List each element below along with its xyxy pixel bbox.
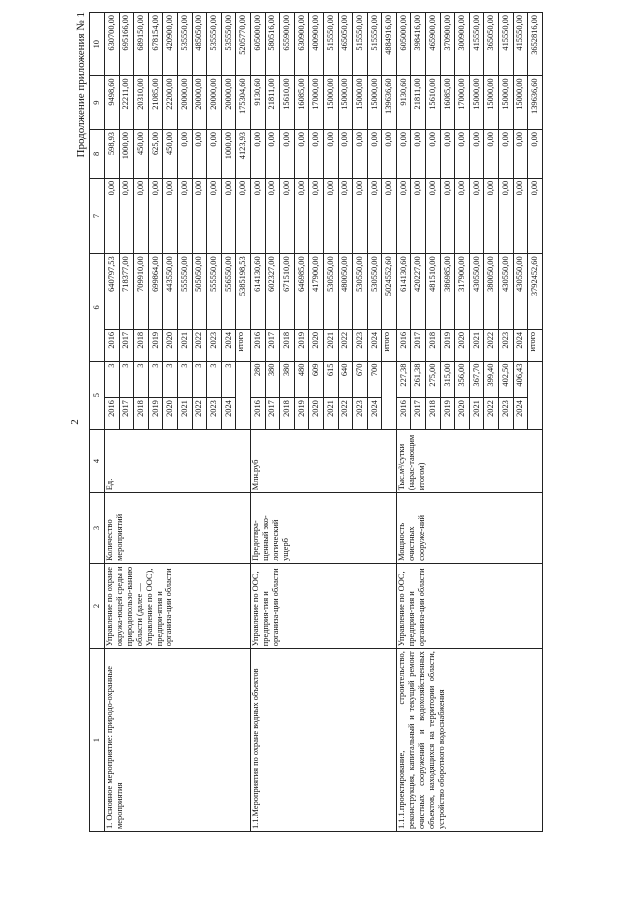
table-cell: 315,00 xyxy=(440,361,455,398)
table-cell: 481510,00 xyxy=(426,254,441,330)
table-cell: 0,00 xyxy=(221,178,236,254)
table-cell: 0,00 xyxy=(440,178,455,254)
table-cell: 0,00 xyxy=(163,178,178,254)
table-cell: 430550,00 xyxy=(469,254,484,330)
table-cell: 2017 xyxy=(265,398,280,430)
table-cell: 0,00 xyxy=(367,178,382,254)
column-number-row xyxy=(90,13,105,832)
table-cell: 709910,00 xyxy=(134,254,149,330)
table-cell: 2020 xyxy=(455,398,470,430)
table-cell: 20000,00 xyxy=(177,76,192,130)
table-cell: 605000,00 xyxy=(396,13,411,76)
table-cell: 2017 xyxy=(119,398,134,430)
table-cell: 2017 xyxy=(411,329,426,361)
total-cell: 139636,60 xyxy=(528,76,543,130)
table-cell: 598,93 xyxy=(105,130,120,179)
table-cell: 630900,00 xyxy=(294,13,309,76)
table-cell: 0,00 xyxy=(148,178,163,254)
section-col3: Предотвра-щенный эко-логический ущерб xyxy=(250,493,396,564)
table-cell: 699864,00 xyxy=(148,254,163,330)
table-cell: 515550,00 xyxy=(353,13,368,76)
table-cell: 15000,00 xyxy=(513,76,528,130)
table-cell: 2021 xyxy=(323,398,338,430)
total-label: итого xyxy=(236,329,251,361)
table-cell: 0,00 xyxy=(177,130,192,179)
total-cell: 4123,93 xyxy=(236,130,251,179)
table-cell: 370900,00 xyxy=(440,13,455,76)
table-cell: 0,00 xyxy=(265,130,280,179)
total-cell: 3792452,60 xyxy=(528,254,543,330)
blank-cell xyxy=(382,361,397,429)
col-num-4: 4 xyxy=(90,429,105,492)
table-cell: 3 xyxy=(177,361,192,398)
table-cell: 0,00 xyxy=(469,130,484,179)
table-cell: 2016 xyxy=(396,398,411,430)
table-cell: 2021 xyxy=(177,398,192,430)
table-cell: 2019 xyxy=(440,329,455,361)
col-num-6: 6 xyxy=(90,254,105,361)
col-num-2: 2 xyxy=(90,563,105,648)
table-cell: 9130,60 xyxy=(396,76,411,130)
table-cell: 15000,00 xyxy=(353,76,368,130)
table-cell: 2020 xyxy=(309,398,324,430)
table-cell: 2023 xyxy=(499,329,514,361)
table-cell: 2020 xyxy=(163,329,178,361)
table-cell: 2019 xyxy=(148,329,163,361)
table-cell: 505050,00 xyxy=(192,254,207,330)
table-cell: 2019 xyxy=(148,398,163,430)
table-cell: 0,00 xyxy=(499,178,514,254)
section-col4: Ед. xyxy=(105,429,251,492)
table-cell: 22211,00 xyxy=(119,76,134,130)
table-cell: 0,00 xyxy=(250,130,265,179)
table-cell: 0,00 xyxy=(513,178,528,254)
table-cell: 602327,00 xyxy=(265,254,280,330)
col-num-1: 1 xyxy=(90,649,105,832)
total-cell: 139636,60 xyxy=(382,76,397,130)
table-row xyxy=(396,13,411,832)
table-cell: 640797,53 xyxy=(105,254,120,330)
table-cell: 0,00 xyxy=(207,178,222,254)
section-col1: 1.1.1.проектирование, строительство, реконструкция, капитальный и текущий ремонт очистных сооружений и водохозяйственных объектов, находящихся на территории области, устройство оборотного водоснабжения xyxy=(396,649,542,832)
table-cell: 20000,00 xyxy=(221,76,236,130)
table-cell: 3 xyxy=(192,361,207,398)
section-col2: Управление по ООС, предприя-тия и организа-ции области xyxy=(396,563,542,648)
table-cell: 2021 xyxy=(469,329,484,361)
table-cell: 2017 xyxy=(265,329,280,361)
table-cell: 2022 xyxy=(338,329,353,361)
table-cell: 22200,00 xyxy=(163,76,178,130)
table-cell: 365050,00 xyxy=(484,13,499,76)
table-cell: 15000,00 xyxy=(367,76,382,130)
table-cell: 2022 xyxy=(484,398,499,430)
total-label: итого xyxy=(382,329,397,361)
table-cell: 2016 xyxy=(250,329,265,361)
total-cell: 4884916,00 xyxy=(382,13,397,76)
table-cell: 2022 xyxy=(192,398,207,430)
table-cell: 625,00 xyxy=(148,130,163,179)
table-cell: 0,00 xyxy=(426,178,441,254)
table-cell: 21811,00 xyxy=(265,76,280,130)
table-cell: 0,00 xyxy=(323,178,338,254)
table-cell: 614130,60 xyxy=(250,254,265,330)
section-col3: Мощность очистных сооруже-ний xyxy=(396,493,542,564)
table-cell: 2020 xyxy=(455,329,470,361)
table-cell: 398416,00 xyxy=(411,13,426,76)
table-cell: 402,50 xyxy=(499,361,514,398)
table-cell: 2020 xyxy=(309,329,324,361)
col-num-3: 3 xyxy=(90,493,105,564)
table-cell: 0,00 xyxy=(294,178,309,254)
table-cell: 2023 xyxy=(499,398,514,430)
table-body xyxy=(105,13,543,832)
appendix-note: Продолжение приложения № 1 xyxy=(75,12,87,158)
table-cell: 0,00 xyxy=(280,130,295,179)
table-cell: 480 xyxy=(294,361,309,398)
table-cell: 0,00 xyxy=(396,130,411,179)
table-cell: 420900,00 xyxy=(163,13,178,76)
table-cell: 2022 xyxy=(338,398,353,430)
table-cell: 21811,00 xyxy=(411,76,426,130)
table-cell: 0,00 xyxy=(484,178,499,254)
table-cell: 0,00 xyxy=(426,130,441,179)
table-cell: 0,00 xyxy=(323,130,338,179)
table-cell: 3 xyxy=(207,361,222,398)
table-cell: 2018 xyxy=(426,398,441,430)
table-cell: 2018 xyxy=(134,398,149,430)
table-cell: 678154,00 xyxy=(148,13,163,76)
table-cell: 0,00 xyxy=(411,178,426,254)
table-cell: 0,00 xyxy=(455,130,470,179)
table-cell: 317900,00 xyxy=(455,254,470,330)
table-cell: 615 xyxy=(323,361,338,398)
table-cell: 0,00 xyxy=(177,178,192,254)
table-cell: 2016 xyxy=(396,329,411,361)
table-cell: 0,00 xyxy=(119,178,134,254)
table-cell: 700 xyxy=(367,361,382,398)
table-cell: 2021 xyxy=(469,398,484,430)
table-cell: 15000,00 xyxy=(323,76,338,130)
table-cell: 646985,00 xyxy=(294,254,309,330)
table-cell: 0,00 xyxy=(105,178,120,254)
table-cell: 0,00 xyxy=(309,130,324,179)
table-cell: 515550,00 xyxy=(323,13,338,76)
table-cell: 2023 xyxy=(207,398,222,430)
section-col4: Тыс.м³/сутки (нарас-тающим итогом) xyxy=(396,429,542,492)
table-cell: 2024 xyxy=(221,329,236,361)
total-cell: 5205770,00 xyxy=(236,13,251,76)
table-cell: 20000,00 xyxy=(192,76,207,130)
table-cell: 367,70 xyxy=(469,361,484,398)
table-cell: 515550,00 xyxy=(367,13,382,76)
table-cell: 2022 xyxy=(484,329,499,361)
table-cell: 2016 xyxy=(105,329,120,361)
table-cell: 2018 xyxy=(134,329,149,361)
table-cell: 2018 xyxy=(280,398,295,430)
table-cell: 21085,00 xyxy=(148,76,163,130)
table-cell: 0,00 xyxy=(513,130,528,179)
col-num-8: 8 xyxy=(90,130,105,179)
table-cell: 3 xyxy=(148,361,163,398)
table-cell: 3 xyxy=(221,361,236,398)
table-cell: 605000,00 xyxy=(250,13,265,76)
table-cell: 15000,00 xyxy=(338,76,353,130)
table-cell: 406,43 xyxy=(513,361,528,398)
table-cell: 535550,00 xyxy=(177,13,192,76)
table-cell: 430550,00 xyxy=(499,254,514,330)
table-cell: 655900,00 xyxy=(280,13,295,76)
total-cell: 175304,60 xyxy=(236,76,251,130)
table-cell: 420227,00 xyxy=(411,254,426,330)
table-cell: 2022 xyxy=(192,329,207,361)
table-cell: 450,00 xyxy=(163,130,178,179)
table-cell: 0,00 xyxy=(353,130,368,179)
total-cell: 5024552,60 xyxy=(382,254,397,330)
table-cell: 630700,00 xyxy=(105,13,120,76)
table-cell: 0,00 xyxy=(469,178,484,254)
table-cell: 2021 xyxy=(323,329,338,361)
table-cell: 580516,00 xyxy=(265,13,280,76)
table-cell: 0,00 xyxy=(440,130,455,179)
table-cell: 670 xyxy=(353,361,368,398)
table-cell: 450,00 xyxy=(134,130,149,179)
table-cell: 380 xyxy=(280,361,295,398)
total-cell: 0,00 xyxy=(382,130,397,179)
total-cell: 0,00 xyxy=(382,178,397,254)
table-cell: 0,00 xyxy=(192,178,207,254)
table-cell: 15610,00 xyxy=(280,76,295,130)
table-cell: 465050,00 xyxy=(338,13,353,76)
table-cell: 480050,00 xyxy=(338,254,353,330)
table-cell: 3 xyxy=(163,361,178,398)
table-cell: 9498,60 xyxy=(105,76,120,130)
total-cell: 0,00 xyxy=(236,178,251,254)
table-cell: 2020 xyxy=(163,398,178,430)
total-cell: 5385198,53 xyxy=(236,254,251,330)
section-col2: Управление по ООС, предприя-тия и организа-ции области xyxy=(250,563,396,648)
table-cell: 555550,00 xyxy=(177,254,192,330)
section-col2: Управление по охране окружа-ющей среды и природопользо-ванию области (далее — Управление по ООС), предпри-ятия и организа-ции области xyxy=(105,563,251,648)
total-cell: 3652816,00 xyxy=(528,13,543,76)
table-row xyxy=(250,13,265,832)
table-cell: 0,00 xyxy=(280,178,295,254)
table-cell: 399,40 xyxy=(484,361,499,398)
section-col1: 1. Основное мероприятие: природо-охранные мероприятия xyxy=(105,649,251,832)
table-cell: 718377,00 xyxy=(119,254,134,330)
table-cell: 2024 xyxy=(221,398,236,430)
col-num-9: 9 xyxy=(90,76,105,130)
table-cell: 16085,00 xyxy=(294,76,309,130)
section-col4: Млн.руб xyxy=(250,429,396,492)
table-cell: 2019 xyxy=(294,398,309,430)
table-cell: 1000,00 xyxy=(119,130,134,179)
table-cell: 0,00 xyxy=(411,130,426,179)
section-col1: 1.1.Мероприятия по охране водных объектов xyxy=(250,649,396,832)
table-cell: 535550,00 xyxy=(207,13,222,76)
measures-table xyxy=(89,12,543,832)
table-cell: 0,00 xyxy=(396,178,411,254)
table-cell: 380050,00 xyxy=(484,254,499,330)
table-cell: 0,00 xyxy=(294,130,309,179)
table-cell: 415550,00 xyxy=(499,13,514,76)
table-cell: 0,00 xyxy=(250,178,265,254)
col-num-5: 5 xyxy=(90,361,105,429)
table-cell: 15610,00 xyxy=(426,76,441,130)
table-cell: 9130,60 xyxy=(250,76,265,130)
table-cell: 415550,00 xyxy=(469,13,484,76)
page-number: 2 xyxy=(69,419,81,425)
table-cell: 3 xyxy=(119,361,134,398)
table-cell: 0,00 xyxy=(134,178,149,254)
table-cell: 227,38 xyxy=(396,361,411,398)
blank-cell xyxy=(236,361,251,429)
table-cell: 15000,00 xyxy=(484,76,499,130)
table-cell: 17000,00 xyxy=(309,76,324,130)
table-cell: 530550,00 xyxy=(353,254,368,330)
table-cell: 0,00 xyxy=(265,178,280,254)
table-cell: 15000,00 xyxy=(499,76,514,130)
table-cell: 530550,00 xyxy=(367,254,382,330)
table-cell: 400900,00 xyxy=(309,13,324,76)
table-cell: 443550,00 xyxy=(163,254,178,330)
table-cell: 2016 xyxy=(250,398,265,430)
blank-cell xyxy=(528,361,543,429)
table-cell: 2019 xyxy=(440,398,455,430)
table-cell: 2016 xyxy=(105,398,120,430)
table-cell: 0,00 xyxy=(367,130,382,179)
table-cell: 556550,00 xyxy=(221,254,236,330)
table-cell: 695166,00 xyxy=(119,13,134,76)
table-cell: 1000,00 xyxy=(221,130,236,179)
table-cell: 3 xyxy=(134,361,149,398)
table-cell: 275,00 xyxy=(426,361,441,398)
table-cell: 2018 xyxy=(280,329,295,361)
table-cell: 609 xyxy=(309,361,324,398)
table-cell: 430550,00 xyxy=(513,254,528,330)
table-cell: 415550,00 xyxy=(513,13,528,76)
table-cell: 0,00 xyxy=(338,178,353,254)
section-col3: Количество мероприятий xyxy=(105,493,251,564)
table-cell: 2019 xyxy=(294,329,309,361)
table-cell: 2017 xyxy=(119,329,134,361)
table-cell: 0,00 xyxy=(484,130,499,179)
table-cell: 417900,00 xyxy=(309,254,324,330)
table-cell: 2024 xyxy=(367,398,382,430)
table-cell: 555550,00 xyxy=(207,254,222,330)
table-cell: 380 xyxy=(265,361,280,398)
table-cell: 20310,00 xyxy=(134,76,149,130)
table-cell: 2024 xyxy=(513,329,528,361)
table-cell: 614130,60 xyxy=(396,254,411,330)
table-cell: 2023 xyxy=(353,398,368,430)
table-cell: 2023 xyxy=(207,329,222,361)
table-cell: 2024 xyxy=(513,398,528,430)
table-cell: 689150,00 xyxy=(134,13,149,76)
table-cell: 0,00 xyxy=(192,130,207,179)
col-num-10: 10 xyxy=(90,13,105,76)
table-cell: 17000,00 xyxy=(455,76,470,130)
table-cell: 0,00 xyxy=(353,178,368,254)
table-cell: 280 xyxy=(250,361,265,398)
rotated-page xyxy=(69,12,563,832)
table-cell: 640 xyxy=(338,361,353,398)
table-cell: 2017 xyxy=(411,398,426,430)
table-cell: 2023 xyxy=(353,329,368,361)
table-cell: 0,00 xyxy=(207,130,222,179)
table-cell: 15000,00 xyxy=(469,76,484,130)
table-cell: 261,38 xyxy=(411,361,426,398)
table-cell: 20000,00 xyxy=(207,76,222,130)
table-cell: 16085,00 xyxy=(440,76,455,130)
total-label: итого xyxy=(528,329,543,361)
total-cell: 0,00 xyxy=(528,178,543,254)
table-cell: 3 xyxy=(105,361,120,398)
total-cell: 0,00 xyxy=(528,130,543,179)
table-cell: 0,00 xyxy=(309,178,324,254)
table-cell: 530550,00 xyxy=(323,254,338,330)
table-row xyxy=(105,13,120,832)
table-cell: 465900,00 xyxy=(426,13,441,76)
table-cell: 386985,00 xyxy=(440,254,455,330)
table-cell: 2018 xyxy=(426,329,441,361)
table-cell: 485050,00 xyxy=(192,13,207,76)
table-cell: 300900,00 xyxy=(455,13,470,76)
table-cell: 0,00 xyxy=(338,130,353,179)
table-cell: 0,00 xyxy=(455,178,470,254)
table-cell: 535550,00 xyxy=(221,13,236,76)
table-cell: 0,00 xyxy=(499,130,514,179)
table-cell: 356,00 xyxy=(455,361,470,398)
table-cell: 2024 xyxy=(367,329,382,361)
table-cell: 671510,00 xyxy=(280,254,295,330)
table-cell: 2021 xyxy=(177,329,192,361)
col-num-7: 7 xyxy=(90,178,105,254)
